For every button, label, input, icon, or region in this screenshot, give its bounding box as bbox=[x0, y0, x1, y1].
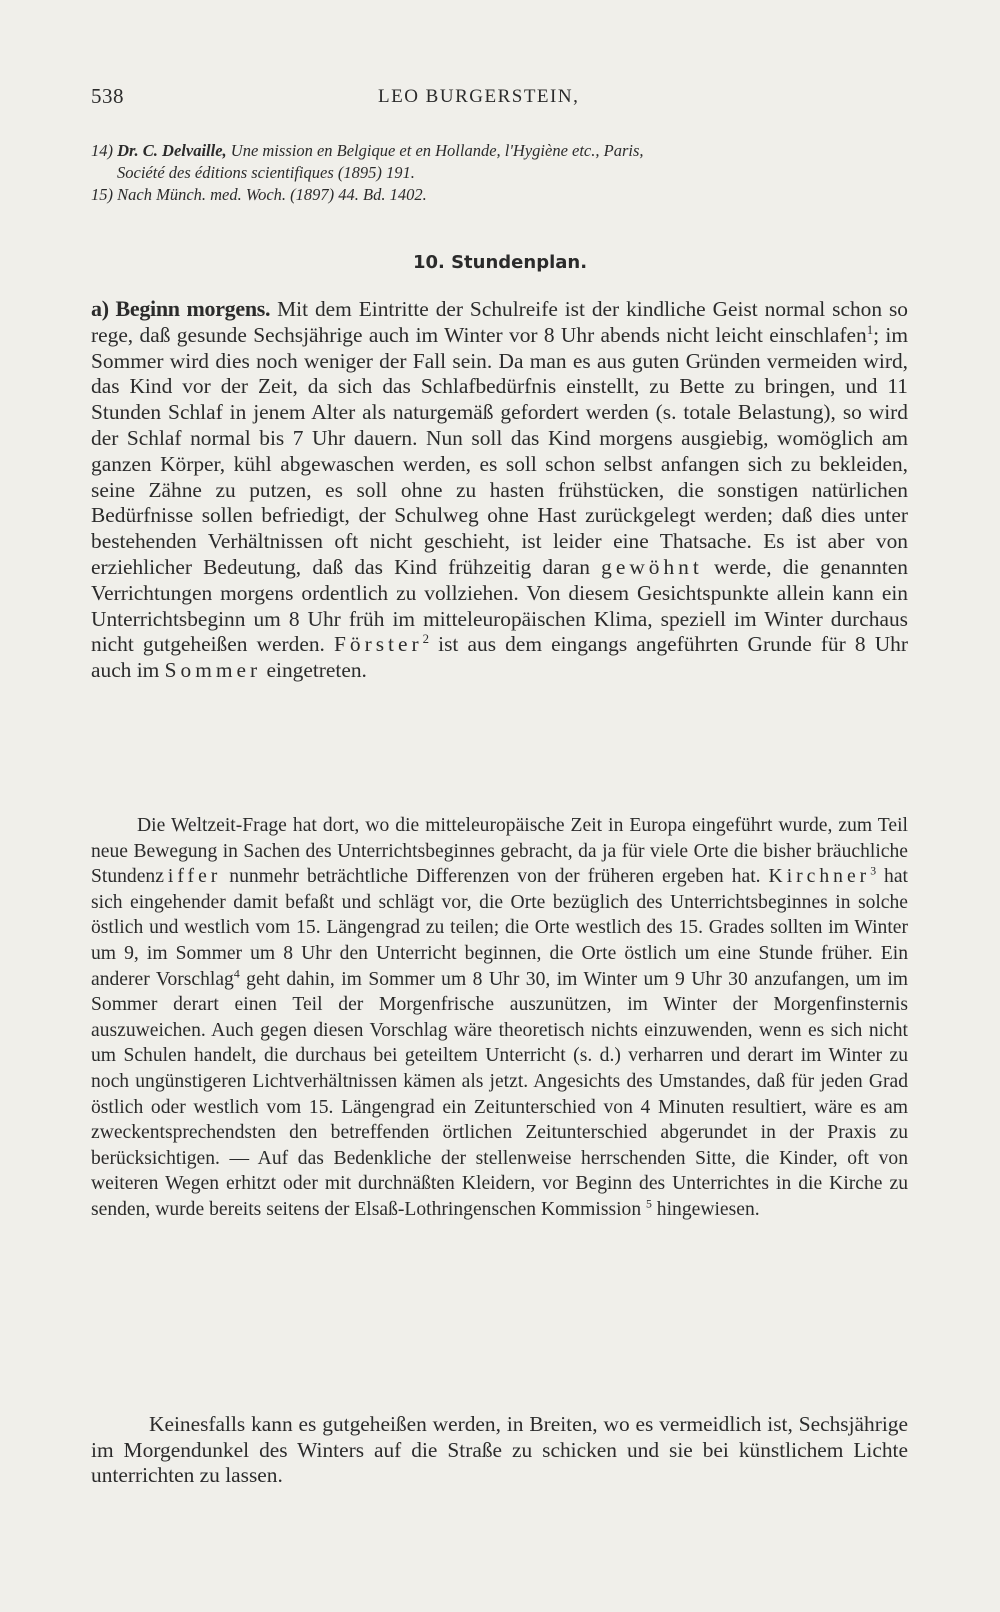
footnote-ref: 5 bbox=[646, 1197, 652, 1211]
page-number: 538 bbox=[91, 84, 124, 108]
footnote-ref: 2 bbox=[422, 632, 430, 647]
footnote-14-continued: Société des éditions scientifiques (1895) 191. bbox=[117, 163, 415, 182]
text-segment: hat sich eingehender damit befaßt und schlägt vor, die Orte bezüglich des Unterrichtsbeginnes in solche östlich und westlich vom 15. Längengrad zu teilen; die Orte westlich des 15. Grades sollten im Winter um 9, im Sommer um 8 Uhr den Unterricht beginnen, die Orte östlich um eine Stunde früher. Ein anderer Vorschlag bbox=[91, 866, 908, 990]
footnote-number: 14) bbox=[91, 141, 113, 160]
text-segment: ist aus dem eingangs angeführten Grunde für 8 Uhr auch im bbox=[91, 632, 908, 683]
emphasis-spaced: gewöhnt bbox=[601, 554, 703, 579]
text-segment: ; im Sommer wird dies noch weniger der Fall sein. Da man es aus guten Gründen vermeiden wird, das Kind vor der Zeit, da sich das Schlafbedürfnis einstellt, zu Bette zu bringen, und 11 Stunden Schlaf in jenem Alter als naturgemäß gefordert werden (s. totale Belastung), so wird der Schlaf normal bis 7 Uhr dauern. Nun soll das Kind morgens ausgiebig, womöglich am ganzen Körper, kühl abgewaschen werden, es soll schon selbst anfangen sich zu bekleiden, seine Zähne zu putzen, es soll ohne zu hasten frühstücken, die sonstigen natürlichen Bedürfnisse sollen befriedigt, der Schulweg ohne Hast zurückgelegt werden; daß dies unter bestehenden Verhältnissen oft nicht geschieht, ist leider eine Thatsache. Es ist aber von erziehlicher Bedeutung, daß das Kind frühzeitig daran bbox=[91, 322, 909, 579]
main-paragraph bbox=[91, 296, 908, 684]
footnote-ref: 4 bbox=[233, 967, 240, 981]
emphasis-spaced: Sommer bbox=[164, 658, 262, 683]
text-segment: Die Weltzeit-Frage hat dort, wo die mitteleuropäische Zeit in Europa eingeführt wurde, zum Teil neue Bewegung in Sachen des Unterrichtsbeginnes gebracht, da ja für viele Orte die bisher bräuchliche Stunden bbox=[91, 815, 908, 888]
text-segment: Mit dem Eintritte der Schulreife ist der kindliche Geist normal schon so rege, daß gesunde Sechsjährige auch im Winter vor 8 Uhr abends nicht leicht einschlafen bbox=[91, 297, 908, 347]
footnote-author: Dr. C. Delvaille, bbox=[117, 141, 227, 160]
author-name-spaced: Kirchner bbox=[768, 866, 871, 888]
footnote-title: Une mission en Belgique et en Hollande, l'Hygiène etc., Paris, bbox=[230, 141, 644, 160]
text-segment: werde, die genannten Verrichtungen morgens ordentlich zu vollziehen. Von diesem Gesichtspunkte allein kann ein Unterrichtsbeginn um 8 Uhr früh im mitteleuropäischen Klima, speziell im Winter durchaus nicht gutgeheißen werden. bbox=[91, 554, 908, 657]
page-header bbox=[91, 84, 908, 114]
author-name-spaced: Förster bbox=[334, 632, 423, 657]
text-segment: hingewiesen. bbox=[651, 1198, 760, 1220]
footnote-14 bbox=[91, 140, 908, 162]
running-title: LEO BURGERSTEIN, bbox=[378, 86, 580, 107]
section-title: 10. Stundenplan. bbox=[412, 252, 588, 273]
footnote-ref: 1 bbox=[866, 322, 874, 337]
text-segment: eingetreten. bbox=[261, 658, 367, 683]
text-segment: geht dahin, im Sommer um 8 Uhr 30, im Winter um 9 Uhr 30 anzufangen, um im Sommer derart einen Teil der Morgenfrische auszunützen, im Winter der Morgenfinsternis auszuweichen. Auch gegen diesen Vorschlag wäre theoretisch nichts einzuwenden, wenn es sich nicht um Schulen handelt, die durchaus bei geteiltem Unterricht (s. d.) verharren und derart im Winter zu noch ungünstigeren Lichtverhältnissen kämen als jetzt. Angesichts des Umstandes, daß für jeden Grad östlich oder westlich vom 15. Längengrad ein Zeitunterschied von 4 Minuten resultiert, wäre es am zweckentsprechendsten den betreffenden örtlichen Zeitunterschied abgerundet in der Praxis zu berücksichtigen. — Auf das Bedenkliche der stellenweise herrschenden Sitte, die Kinder, oft von weiteren Wegen erhitzt oder mit durchnäßten Kleidern, vor Beginn des Unterrichtes in die Kirche zu senden, wurde bereits seitens der Elsaß-Lothringenschen Kommission bbox=[91, 968, 909, 1220]
closing-paragraph bbox=[91, 1412, 908, 1489]
footnotes bbox=[91, 140, 908, 206]
text-segment: nunmehr beträchtliche Differenzen von der früheren ergeben hat. bbox=[221, 866, 769, 888]
emphasis-spaced: ziffer bbox=[155, 866, 222, 888]
small-print-paragraph bbox=[91, 813, 908, 1223]
closing-text: Keinesfalls kann es gutgeheißen werden, in Breiten, wo es vermeidlich ist, Sechsjährige im Morgendunkel des Winters auf die Straße zu schicken und sie bei künstlichem Lichte unterrichten zu lassen. bbox=[91, 1412, 908, 1487]
run-in-heading: a) Beginn morgens. bbox=[91, 296, 271, 321]
footnote-ref: 3 bbox=[870, 864, 877, 878]
footnote-15: 15) Nach Münch. med. Woch. (1897) 44. Bd. 1402. bbox=[91, 185, 427, 204]
